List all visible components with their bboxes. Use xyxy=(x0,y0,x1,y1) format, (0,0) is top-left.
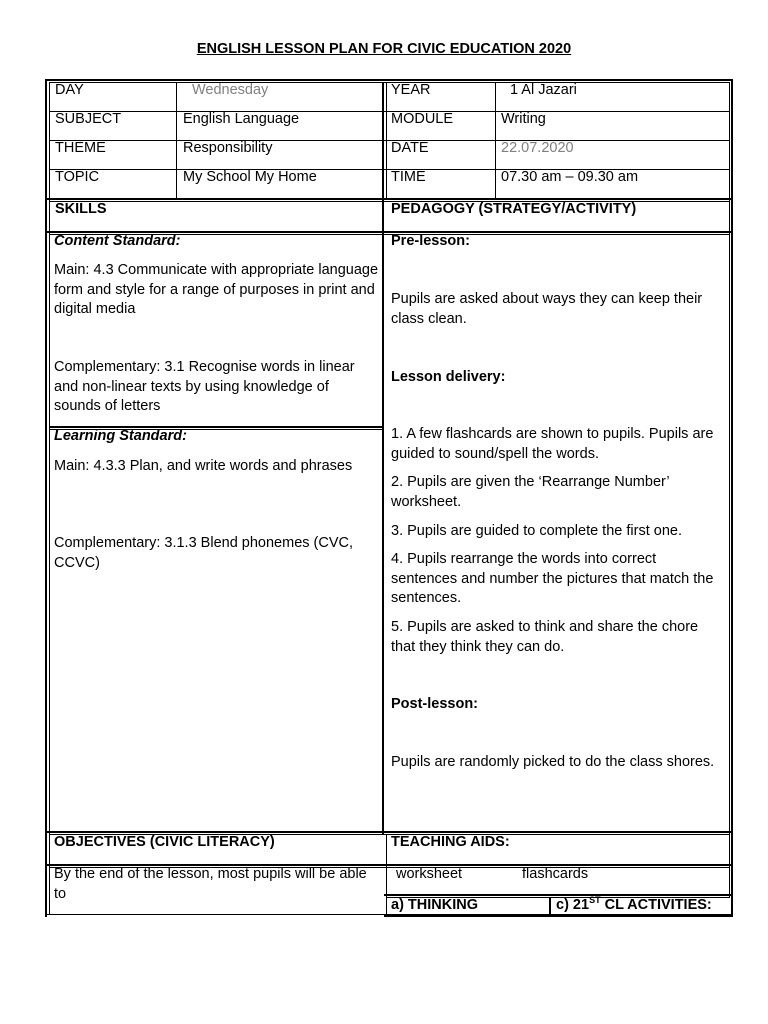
theme-label: THEME xyxy=(55,140,106,156)
thinking-label: a) THINKING xyxy=(391,897,478,913)
lesson-plan-table xyxy=(45,79,733,917)
module-label: MODULE xyxy=(391,111,454,127)
skills-heading: SKILLS xyxy=(55,201,107,217)
activities-label: c) 21ST CL ACTIVITIES: xyxy=(556,895,712,913)
pedagogy-heading: PEDAGOGY (STRATEGY/ACTIVITY) xyxy=(391,201,637,217)
post-lesson-text: Pupils are randomly picked to do the class shores. xyxy=(391,754,715,770)
day-label: DAY xyxy=(55,82,84,98)
date-label: DATE xyxy=(391,140,429,156)
content-standard-main: Main: 4.3 Communicate with appropriate language form and style for a range of purposes in print and digital media xyxy=(54,262,379,317)
teaching-aids-heading: TEACHING AIDS: xyxy=(391,834,510,850)
learning-standard-main: Main: 4.3.3 Plan, and write words and phrases xyxy=(54,458,353,474)
objectives-text: By the end of the lesson, most pupils will be able to xyxy=(54,866,367,902)
content-standard-heading: Content Standard: xyxy=(54,233,181,249)
teaching-aid-worksheet: worksheet xyxy=(396,866,463,882)
subject-value: English Language xyxy=(183,111,300,127)
lesson-delivery-heading: Lesson delivery: xyxy=(391,369,506,385)
learning-standard-heading: Learning Standard: xyxy=(54,428,187,444)
day-value: Wednesday xyxy=(192,82,269,98)
objectives-heading: OBJECTIVES (CIVIC LITERACY) xyxy=(54,834,275,850)
year-value: 1 Al Jazari xyxy=(510,82,577,98)
date-value: 22.07.2020 xyxy=(501,140,574,156)
pre-lesson-heading: Pre-lesson: xyxy=(391,233,470,249)
time-label: TIME xyxy=(391,169,426,185)
delivery-step-1: 1. A few flashcards are shown to pupils. Pupils are guided to sound/spell the words. xyxy=(391,426,714,462)
theme-value: Responsibility xyxy=(183,140,273,156)
module-value: Writing xyxy=(501,111,546,127)
document-title: ENGLISH LESSON PLAN FOR CIVIC EDUCATION 2020 xyxy=(196,41,572,57)
learning-standard-complementary: Complementary: 3.1.3 Blend phonemes (CVC, CCVC) xyxy=(54,535,354,571)
post-lesson-heading: Post-lesson: xyxy=(391,696,479,712)
topic-label: TOPIC xyxy=(55,169,100,185)
time-value: 07.30 am – 09.30 am xyxy=(501,169,639,185)
delivery-step-4: 4. Pupils rearrange the words into correct sentences and number the pictures that match the sentences. xyxy=(391,551,714,606)
teaching-aid-flashcards: flashcards xyxy=(522,866,589,882)
content-standard-complementary: Complementary: 3.1 Recognise words in linear and non-linear texts by using knowledge of sounds of letters xyxy=(54,359,355,414)
topic-value: My School My Home xyxy=(183,169,317,185)
delivery-step-3: 3. Pupils are guided to complete the first one. xyxy=(391,523,682,539)
pre-lesson-text: Pupils are asked about ways they can keep their class clean. xyxy=(391,291,703,327)
delivery-step-5: 5. Pupils are asked to think and share the chore that they think they can do. xyxy=(391,619,699,655)
delivery-step-2: 2. Pupils are given the ‘Rearrange Number’ worksheet. xyxy=(391,474,670,510)
subject-label: SUBJECT xyxy=(55,111,122,127)
year-label: YEAR xyxy=(391,82,431,98)
